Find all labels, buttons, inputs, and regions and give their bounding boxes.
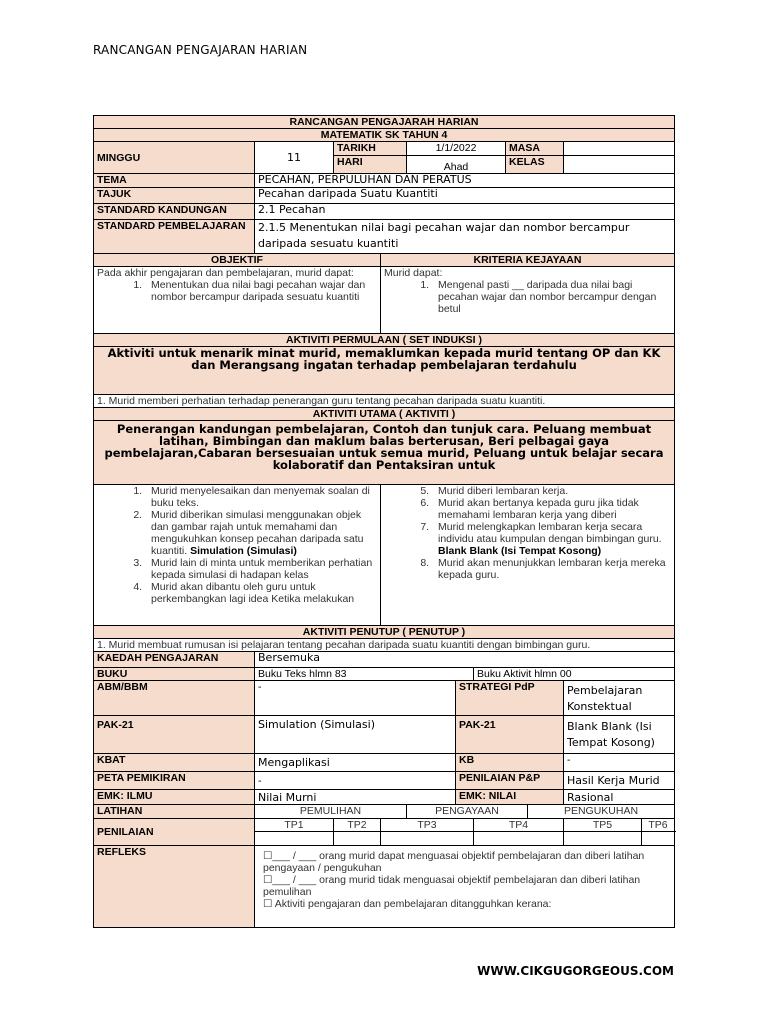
footer-website: WWW.CIKGUGORGEOUS.COM [477,964,674,978]
utama-right-item: 5. Murid diberi lembaran kerja. [432,485,671,497]
objektif-content [94,267,381,334]
tarikh-label: TARIKH [334,142,407,156]
aktiviti-penutup-item: 1. Murid membuat rumusan isi pelajaran tentang pecahan daripada suatu kuantiti dengan bimbingan guru. [94,639,675,652]
standard-pembelajaran-value: 2.1.5 Menentukan nilai bagi pecahan wajar dan nombor bercampur daripada sesuatu kuantiti [255,220,675,254]
latihan-pengayaan: PENGAYAAN [407,805,528,819]
aktiviti-utama-left-list [97,485,377,605]
aktiviti-permulaan-desc: Aktiviti untuk menarik minat murid, memaklumkan kepada murid tentang OP dan KK dan Merangsang ingatan terhadap pembelajaran terdahulu [94,347,675,395]
emk-ilmu-value: Nilai Murni [255,790,456,805]
emk-nilai-label: EMK: NILAI [456,790,564,805]
refleks-label: REFLEKS [94,846,255,928]
penilaian-pp-value: Hasil Kerja Murid [564,772,675,790]
tp6-cell [642,832,675,846]
page-header-title: RANCANGAN PENGAJARAN HARIAN [93,43,308,57]
utama-right-item: 8. Murid akan menunjukkan lembaran kerja mereka kepada guru. [432,557,671,581]
tarikh-value: 1/1/2022 [407,142,506,156]
tp5-cell [564,832,642,846]
kelas-value [564,156,675,174]
tp1-cell [255,832,334,846]
refleks-line-1: ☐___ / ___ orang murid dapat menguasai objektif pembelajaran dan diberi latihan pengayaan / pengukuhan [263,850,645,874]
masa-label: MASA [506,142,564,156]
lesson-plan-table [93,115,675,928]
form-title: RANCANGAN PENGAJARAH HARIAN [94,116,675,129]
buku-label: BUKU [94,668,255,681]
latihan-pengukuhan: PENGUKUHAN [528,805,675,819]
tp1-label: TP1 [255,819,334,832]
objektif-header: OBJEKTIF [94,254,381,267]
kbat-value: Mengaplikasi [255,754,456,772]
aktiviti-utama-left [94,485,381,626]
penilaian-pp-label: PENILAIAN P&P [456,772,564,790]
refleks-line-3: ☐ Aktiviti pengajaran dan pembelajaran ditangguhkan kerana: [263,898,552,910]
abm-label: ABM/BBM [94,681,255,716]
utama-left-item: 3. Murid lain di minta untuk memberikan perhatian kepada simulasi di hadapan kelas [145,557,377,581]
tp3-cell [381,832,474,846]
kaedah-label: KAEDAH PENGAJARAN [94,652,255,668]
buku-aktiviti-value: Buku Aktivit hlmn 00 [474,668,675,681]
kb-value: - [564,754,675,772]
masa-value [564,142,675,156]
tp4-label: TP4 [474,819,564,832]
utama-left-item: 4. Murid akan dibantu oleh guru untuk perkembangkan lagi idea Ketika melakukan [145,581,377,605]
aktiviti-utama-right [381,485,675,626]
aktiviti-permulaan-header: AKTIVITI PERMULAAN ( SET INDUKSI ) [94,334,675,347]
tajuk-value: Pecahan daripada Suatu Kuantiti [255,188,675,204]
aktiviti-penutup-header: AKTIVITI PENUTUP ( PENUTUP ) [94,626,675,639]
standard-kandungan-label: STANDARD KANDUNGAN [94,204,255,220]
tp3-label: TP3 [381,819,474,832]
aktiviti-permulaan-item: 1. Murid memberi perhatian terhadap penerangan guru tentang pecahan daripada suatu kuantiti. [94,395,675,408]
pak21-label-right: PAK-21 [456,716,564,754]
minggu-value: 11 [255,142,334,174]
aktiviti-utama-right-list [384,485,671,581]
kriteria-items-item: 1. Mengenal pasti __ daripada dua nilai bagi pecahan wajar dan nombor bercampur dengan betul [432,279,671,315]
latihan-label: LATIHAN [94,805,255,819]
emk-nilai-value: Rasional [564,790,675,805]
refleks-line-2: ☐___ / ___ orang murid tidak menguasai objektif pembelajaran dan diberi latihan pemulihan [263,874,641,898]
utama-left-item: 2. Murid diberikan simulasi menggunakan objek dan gambar rajah untuk memahami dan mengukuhkan konsep pecahan daripada satu kuantiti. Simulation (Simulasi) [145,509,377,557]
peta-pemikiran-label: PETA PEMIKIRAN [94,772,255,790]
pak21-value-right: Blank Blank (Isi Tempat Kosong) [564,716,675,754]
kb-label: KB [456,754,564,772]
kriteria-intro: Murid dapat: [384,267,443,279]
hari-value: Ahad [407,156,506,174]
buku-teks-value: Buku Teks hlmn 83 [255,668,474,681]
tp5-label: TP5 [564,819,642,832]
objektif-list [97,279,377,303]
strategi-label: STRATEGI PdP [456,681,564,716]
kaedah-value: Bersemuka [255,652,675,668]
latihan-pemulihan: PEMULIHAN [255,805,407,819]
refleks-content [255,846,675,928]
kelas-label: KELAS [506,156,564,174]
pak21-value-left: Simulation (Simulasi) [255,716,456,754]
tp2-cell [334,832,381,846]
kriteria-header: KRITERIA KEJAYAAN [381,254,675,267]
penilaian-label: PENILAIAN [94,819,255,846]
peta-pemikiran-value: - [255,772,456,790]
objektif-intro: Pada akhir pengajaran dan pembelajaran, murid dapat: [97,267,354,279]
standard-pembelajaran-label: STANDARD PEMBELAJARAN [94,220,255,254]
tp2-label: TP2 [334,819,381,832]
tema-value: PECAHAN, PERPULUHAN DAN PERATUS [255,174,675,188]
kriteria-list [384,279,671,315]
minggu-label: MINGGU [94,142,255,174]
hari-label: HARI [334,156,407,174]
utama-left-item: 1. Murid menyelesaikan dan menyemak soalan di buku teks. [145,485,377,509]
pak21-label-left: PAK-21 [94,716,255,754]
aktiviti-utama-header: AKTIVITI UTAMA ( AKTIVITI ) [94,408,675,421]
utama-right-item: 7. Murid melengkapkan lembaran kerja secara individu atau kumpulan dengan bimbingan guru. Blank Blank (Isi Tempat Kosong) [432,521,671,557]
tp6-label: TP6 [642,819,675,832]
kbat-label: KBAT [94,754,255,772]
form-subtitle: MATEMATIK SK TAHUN 4 [94,129,675,142]
kriteria-content [381,267,675,334]
emk-ilmu-label: EMK: ILMU [94,790,255,805]
utama-right-item: 6. Murid akan bertanya kepada guru jika tidak memahami lembaran kerja yang diberi [432,497,671,521]
abm-value: - [255,681,456,716]
tema-label: TEMA [94,174,255,188]
tp4-cell [474,832,564,846]
tajuk-label: TAJUK [94,188,255,204]
strategi-value: Pembelajaran Konstektual [564,681,675,716]
objektif-items-item: 1. Menentukan dua nilai bagi pecahan wajar dan nombor bercampur daripada sesuatu kuantiti [145,279,377,303]
aktiviti-utama-desc: Penerangan kandungan pembelajaran, Contoh dan tunjuk cara. Peluang membuat latihan, Bimbingan dan maklum balas berterusan, Beri pelbagai gaya pembelajaran,Cabaran bersesuaian untuk semua murid, Peluang untuk belajar secara kolaboratif dan Pentaksiran untuk [94,421,675,485]
standard-kandungan-value: 2.1 Pecahan [255,204,675,220]
